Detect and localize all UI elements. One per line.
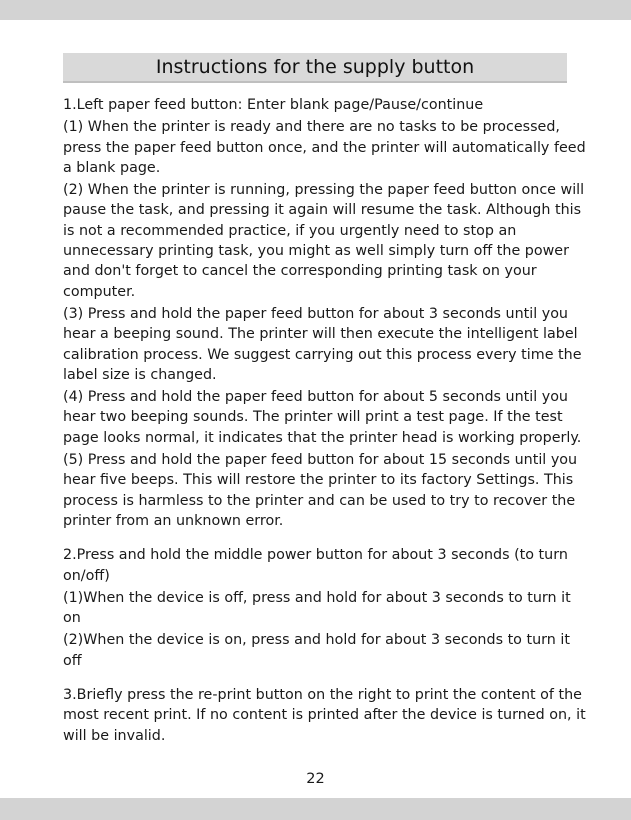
section-1-item-1: (1) When the printer is ready and there are no tasks to be processed, press the paper feed button once, and the printer will automatically feed a blank page. xyxy=(63,119,586,176)
section-1-item-2: (2) When the printer is running, pressing the paper feed button once will pause the task, and pressing it again will resume the task. Although this is not a recommended practice, if you urgently need to stop an unnecessary printing task, you might as well simply turn off the power and don't forget to cancel the corresponding printing task on your computer. xyxy=(63,182,585,300)
instructions-body xyxy=(63,95,593,746)
section-3-heading: 3.Briefly press the re-print button on the right to print the content of the most recent print. If no content is printed after the device is turned on, it will be invalid. xyxy=(63,687,586,744)
page-number: 22 xyxy=(306,771,325,787)
section-2-item-1: (1)When the device is off, press and hold for about 3 seconds to turn it on xyxy=(63,589,571,627)
section-1-item-5: (5) Press and hold the paper feed button for about 15 seconds until you hear five beeps. This will restore the printer to its factory Settings. This process is harmless to the printer and can be used to try to recover the printer from an unknown error. xyxy=(63,452,578,529)
page-title-text: Instructions for the supply button xyxy=(155,56,475,78)
section-1-item-3: (3) Press and hold the paper feed button for about 3 seconds until you hear a beeping sound. The printer will then execute the intelligent label calibration process. We suggest carrying out this process every time the label size is changed. xyxy=(63,305,582,383)
section-2-heading: 2.Press and hold the middle power button for about 3 seconds (to turn on/off) xyxy=(63,547,568,584)
page-title xyxy=(63,53,567,83)
top-margin-band xyxy=(0,0,631,20)
section-1-heading: 1.Left paper feed button: Enter blank page/Pause/continue xyxy=(63,97,484,113)
section-1-item-4: (4) Press and hold the paper feed button for about 5 seconds until you hear two beeping sounds. The printer will print a test page. If the test page looks normal, it indicates that the printer head is working properly. xyxy=(63,389,582,446)
bottom-margin-band xyxy=(0,798,631,820)
section-2-item-2: (2)When the device is on, press and hold for about 3 seconds to turn it off xyxy=(63,632,570,669)
